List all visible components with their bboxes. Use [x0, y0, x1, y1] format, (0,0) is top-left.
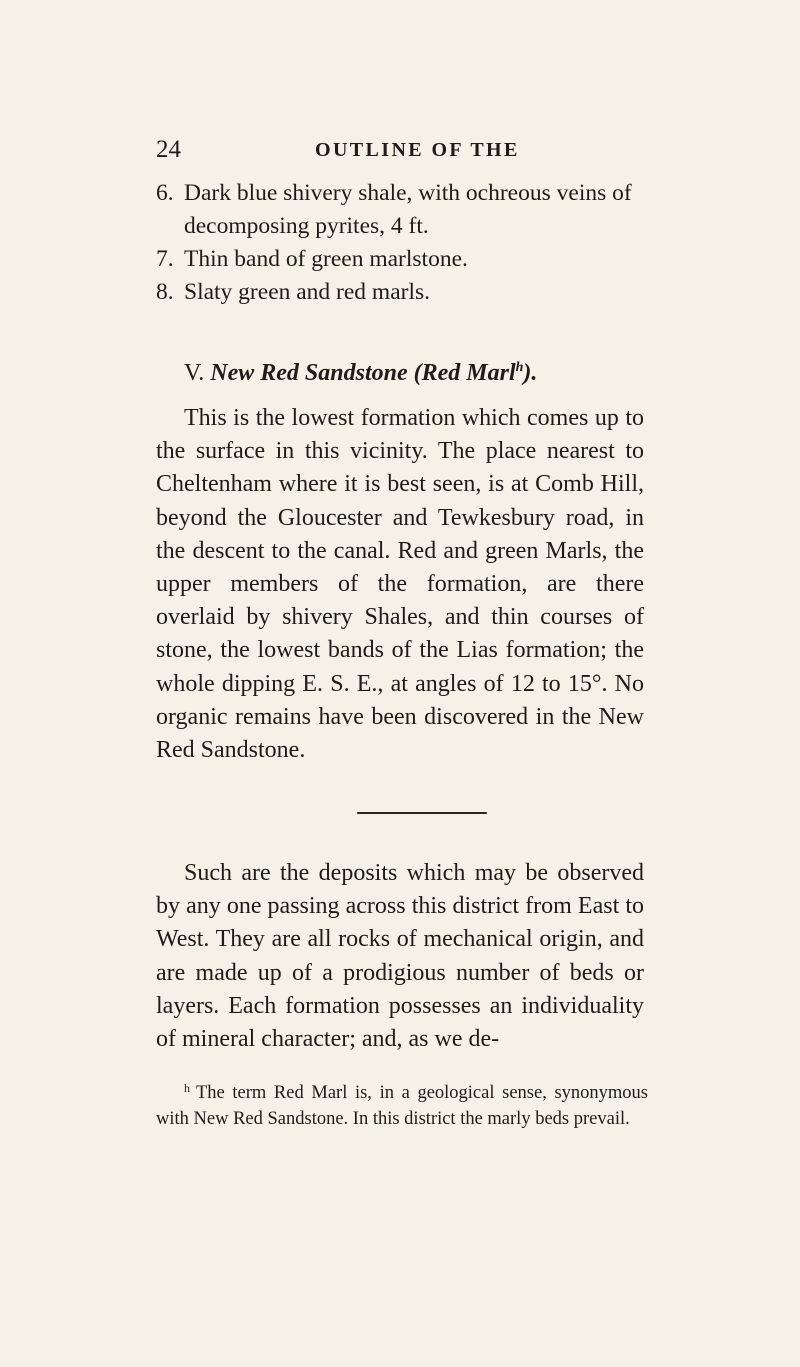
page-number: 24 [156, 136, 181, 163]
footnote-text: The term Red Marl is, in a geological sense, synonymous with New Red Sandstone. In this district the marly beds prevail. [156, 1083, 648, 1129]
footnote [156, 1075, 648, 1132]
section-divider [357, 812, 487, 814]
list-item [156, 177, 646, 243]
running-head: OUTLINE OF THE [315, 139, 520, 161]
section-numeral: V. [184, 360, 205, 386]
list-item-number: 8. [156, 279, 174, 305]
section-title-close: ). [523, 360, 538, 386]
section-heading [184, 352, 537, 389]
footnote-reference: h [515, 360, 524, 375]
list-item-number: 6. [156, 180, 174, 206]
list-item-text: Thin band of green marlstone. [184, 246, 468, 272]
page-header [156, 136, 641, 170]
list-item [156, 243, 646, 276]
list-item-text: Slaty green and red marls. [184, 279, 431, 305]
list-item-text: Dark blue shivery shale, with ochreous veins of decomposing pyrites, 4 ft. [184, 180, 632, 239]
section-title: New Red Sandstone (Red Marl [210, 360, 516, 386]
strata-list [156, 177, 646, 309]
list-item-number: 7. [156, 246, 174, 272]
list-item [156, 276, 646, 309]
footnote-mark: h [184, 1081, 190, 1095]
body-paragraph: This is the lowest formation which comes up to the surface in this vicinity. The place nearest to Cheltenham where it is best seen, is at Comb Hill, beyond the Gloucester and Tewkesbury road, in the descent to the canal. Red and green Marls, the upper members of the formation, are there overlaid by shivery Shales, and thin courses of stone, the lowest bands of the Lias formation; the whole dipping E. S. E., at angles of 12 to 15°. No organic remains have been discovered in the New Red Sandstone. [156, 405, 644, 764]
body-paragraph: Such are the deposits which may be observed by any one passing across this district from East to West. They are all rocks of mechanical origin, and are made up of a prodigious number of beds or layers. Each formation possesses an individuality of mineral character; and, as we de- [156, 860, 644, 1053]
